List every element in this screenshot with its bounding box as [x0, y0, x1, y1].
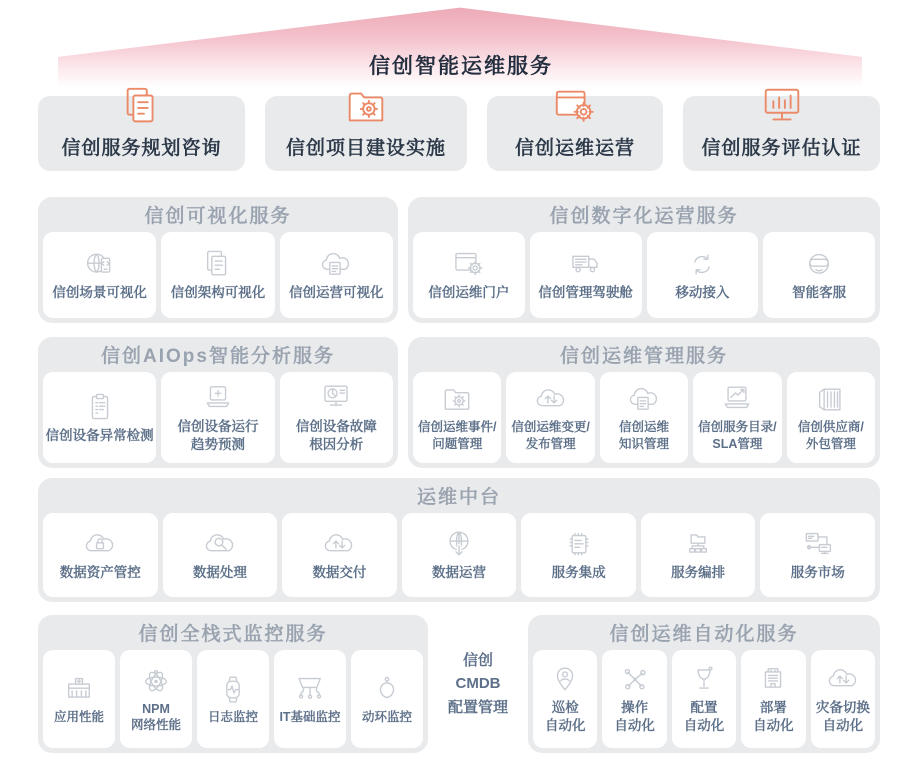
- card-label-line2: 自动化: [614, 718, 655, 733]
- service-card: [413, 232, 525, 318]
- cloud-search-icon: [201, 528, 239, 561]
- card-label: 数据运营: [432, 565, 487, 581]
- folder-tree-icon: [679, 528, 717, 561]
- card-label: 配置: [690, 700, 718, 716]
- service-card: [533, 650, 597, 748]
- card-label: 数据资产管控: [59, 565, 141, 581]
- top-service-label: 信创运维运营: [514, 138, 635, 159]
- folder-gear-icon: [438, 383, 476, 416]
- card-label-line2: 自动化: [753, 718, 794, 733]
- stacked-docs-icon: [199, 248, 237, 281]
- card-label: 灾备切换: [815, 700, 870, 716]
- monitor-pie-icon: [317, 382, 355, 415]
- card-label-line2: 知识管理: [619, 436, 670, 451]
- service-card: [351, 650, 423, 748]
- card-label: 信创供应商/: [797, 420, 864, 435]
- section-ops-mgmt: [408, 337, 880, 468]
- cards: [43, 513, 875, 597]
- report-doc-icon: [119, 84, 165, 130]
- cloud-doc-icon: [625, 383, 663, 416]
- top-service-box: [265, 96, 467, 171]
- card-label: 日志监控: [207, 709, 258, 724]
- card-label: 移动接入: [675, 285, 730, 301]
- chip-icon: [560, 528, 598, 561]
- service-card: [43, 232, 156, 318]
- service-card: [413, 372, 501, 463]
- card-label-line2: 网络性能: [130, 718, 181, 732]
- top-service-label: 信创项目建设实施: [285, 138, 446, 159]
- window-gear-icon: [450, 248, 488, 281]
- card-label: 信创架构可视化: [170, 285, 266, 301]
- cmdb-line2: CMDB: [455, 675, 501, 693]
- atom-icon: [137, 665, 175, 698]
- cards: [43, 650, 423, 748]
- card-label: 应用性能: [53, 709, 104, 724]
- main-title: 信创智能运维服务: [369, 55, 553, 78]
- card-label: 信创设备异常检测: [45, 427, 154, 443]
- card-label: 服务编排: [671, 565, 726, 581]
- section-visualization: [38, 197, 398, 323]
- section-title: 信创数字化运营服务: [549, 206, 739, 227]
- service-card: [811, 650, 875, 748]
- section-title: 信创可视化服务: [144, 206, 292, 227]
- service-card: [641, 513, 756, 597]
- section-monitoring: [38, 615, 428, 753]
- card-label-line2: 外包管理: [805, 436, 856, 451]
- service-card: [530, 232, 642, 318]
- top-service-label: 信创服务评估认证: [701, 138, 862, 159]
- section-title: 信创全栈式监控服务: [138, 624, 328, 645]
- service-card: [521, 513, 636, 597]
- card-label-line2: 根因分析: [309, 436, 364, 452]
- cards: [43, 372, 393, 463]
- top-services-row: [38, 96, 880, 171]
- service-card: [161, 372, 274, 463]
- section-title: 运维中台: [416, 487, 501, 508]
- card-label: 信创运维变更/: [511, 420, 590, 435]
- clipboard-icon: [81, 391, 119, 424]
- cloud-updown-icon: [532, 383, 570, 416]
- cloud-doc-icon: [317, 248, 355, 281]
- card-label-line2: 问题管理: [432, 436, 483, 451]
- card-label: 动环监控: [361, 709, 412, 724]
- cards: [533, 650, 875, 748]
- card-label-line2: 自动化: [683, 718, 725, 733]
- hospital-icon: [60, 673, 98, 706]
- card-label: 信创运营可视化: [289, 285, 384, 301]
- building-icon: [754, 663, 792, 696]
- card-label-line2: 发布管理: [525, 436, 576, 451]
- cards: [413, 372, 875, 463]
- laptop-chart-icon: [718, 383, 756, 416]
- card-label: 信创管理驾驶舱: [538, 285, 633, 301]
- section-title: 信创运维管理服务: [559, 346, 728, 367]
- window-gear-icon: [552, 84, 598, 130]
- card-label: 数据处理: [192, 565, 247, 581]
- card-label: 信创设备运行: [177, 418, 259, 434]
- balloon-icon: [368, 673, 406, 706]
- service-card: [43, 650, 115, 748]
- service-card: [197, 650, 269, 748]
- card-label: 服务集成: [551, 565, 606, 581]
- row-monitoring-automation: [38, 615, 880, 753]
- service-card: [600, 372, 688, 463]
- card-label-line2: 趋势预测: [190, 436, 245, 452]
- card-label: IT基础监控: [279, 709, 341, 724]
- service-card: [274, 650, 346, 748]
- card-label: 信创服务目录/: [698, 420, 777, 435]
- section-title: 信创运维自动化服务: [609, 624, 799, 645]
- card-label-line2: SLA管理: [712, 436, 763, 451]
- service-card: [43, 513, 158, 597]
- card-label: 智能客服: [792, 285, 847, 301]
- cloud-switch-icon: [824, 663, 862, 696]
- globe-phone-icon: [81, 248, 119, 281]
- folder-gear-icon: [343, 84, 389, 130]
- goblet-icon: [685, 663, 723, 696]
- service-card: [280, 372, 393, 463]
- top-service-box: [487, 96, 663, 171]
- sync-arrows-icon: [683, 248, 721, 281]
- card-label: 操作: [621, 700, 649, 716]
- card-label: NPM: [142, 701, 170, 716]
- card-label: 服务市场: [790, 565, 845, 581]
- service-card: [506, 372, 594, 463]
- service-card: [280, 232, 393, 318]
- service-card: [760, 513, 875, 597]
- server-network-icon: [799, 528, 837, 561]
- laptop-plus-icon: [199, 382, 237, 415]
- card-label: 信创场景可视化: [52, 285, 147, 301]
- card-label: 信创运维事件/: [417, 420, 497, 435]
- row-visualization-digital: [38, 197, 880, 323]
- service-card: [161, 232, 274, 318]
- service-card: [163, 513, 278, 597]
- top-service-box: [38, 96, 245, 171]
- service-card: [402, 513, 517, 597]
- service-card: [741, 650, 805, 748]
- service-card: [120, 650, 192, 748]
- monitor-chart-icon: [759, 84, 805, 130]
- card-label: 部署: [759, 700, 787, 716]
- pin-person-icon: [546, 663, 584, 696]
- top-service-box: [683, 96, 880, 171]
- cards: [413, 232, 875, 318]
- watch-wave-icon: [214, 673, 252, 706]
- service-card: [43, 372, 156, 463]
- section-digital-ops: [408, 197, 880, 323]
- service-card: [672, 650, 736, 748]
- service-card: [647, 232, 759, 318]
- card-label: 数据交付: [312, 565, 367, 581]
- cmdb-line1: 信创: [462, 652, 493, 670]
- row-aiops-mgmt: [38, 337, 880, 468]
- section-automation: [528, 615, 880, 753]
- node-graph-icon: [616, 663, 654, 696]
- cloud-lock-icon: [81, 528, 119, 561]
- section-aiops: [38, 337, 398, 468]
- cmdb-line3: 配置管理: [447, 698, 508, 716]
- card-label-line2: 自动化: [822, 718, 864, 733]
- row-middle-platform: [38, 478, 880, 602]
- service-card: [282, 513, 397, 597]
- service-card: [787, 372, 875, 463]
- section-middle-platform: [38, 478, 880, 602]
- globe-arrow-icon: [440, 528, 478, 561]
- card-label: 信创运维门户: [428, 285, 510, 301]
- card-label: 巡检: [551, 700, 579, 716]
- monitor-circuit-icon: [291, 673, 329, 706]
- container-icon: [812, 383, 850, 416]
- service-card: [763, 232, 875, 318]
- service-card: [693, 372, 781, 463]
- card-label-line2: 自动化: [544, 718, 586, 733]
- cmdb-label: [438, 615, 518, 753]
- cloud-transfer-icon: [320, 528, 358, 561]
- robot-icon: [800, 248, 838, 281]
- cards: [43, 232, 393, 318]
- truck-icon: [567, 248, 605, 281]
- section-title: 信创AIOps智能分析服务: [101, 346, 335, 367]
- card-label: 信创运维: [619, 420, 670, 435]
- service-card: [602, 650, 666, 748]
- card-label: 信创设备故障: [295, 418, 377, 434]
- top-service-label: 信创服务规划咨询: [61, 138, 222, 159]
